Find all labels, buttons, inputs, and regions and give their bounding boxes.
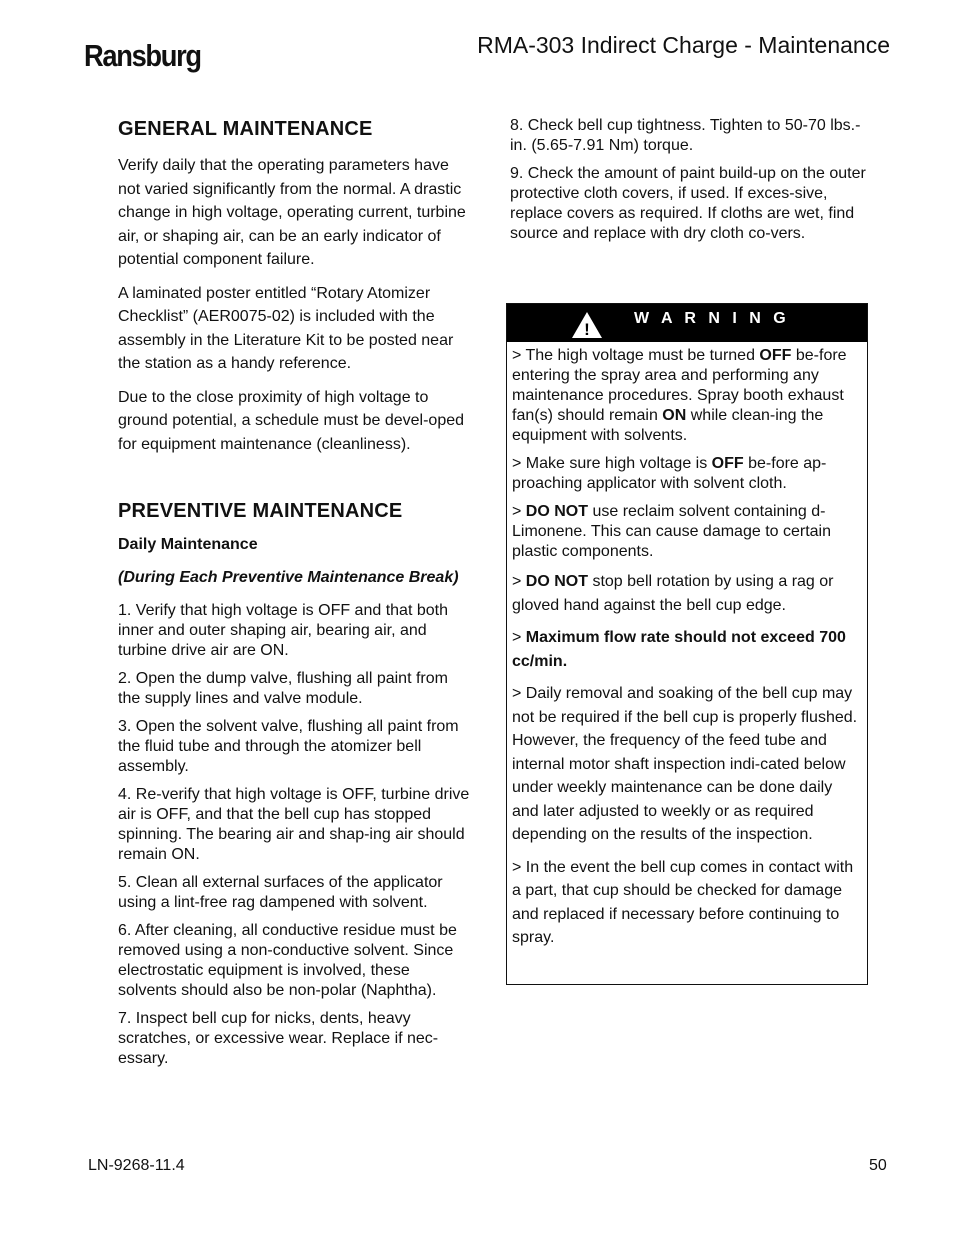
ransburg-logo: Ransburg <box>84 38 201 73</box>
general-paragraph-1: Verify daily that the operating parameters have not varied significantly from the normal. A drastic change in high voltage, operating current, turbine air, or shaping air, can be an early indicator of potential component failure. <box>118 157 466 268</box>
step-6: 6. After cleaning, all conductive residue must be removed using a non-conductive solvent. Since electrostatic equipment is involved, these solvents should also be non-polar (Naphtha). <box>118 922 457 999</box>
right-column <box>510 116 866 244</box>
general-paragraph-2: A laminated poster entitled “Rotary Atomizer Checklist” (AER0075-02) is included with the assembly in the Literature Kit to be posted near the station as a handy reference. <box>118 284 454 372</box>
general-maintenance-heading: GENERAL MAINTENANCE <box>118 118 373 140</box>
svg-text:!: ! <box>584 320 590 339</box>
warning-item-5: > Maximum flow rate should not exceed 700 cc/min. <box>512 629 846 670</box>
page-title: RMA-303 Indirect Charge - Maintenance <box>477 32 890 58</box>
step-2: 2. Open the dump valve, flushing all paint from the supply lines and valve module. <box>118 670 448 707</box>
warning-item-2: > Make sure high voltage is OFF be-fore ap-proaching applicator with solvent cloth. <box>512 455 827 492</box>
warning-item-1: > The high voltage must be turned OFF be-fore entering the spray area and performing any maintenance procedures. Spray booth exhaust fan(s) should remain ON while clean-ing the equipment with solvents. <box>512 347 847 444</box>
warning-item-3: > DO NOT use reclaim solvent containing d-Limonene. This can cause damage to certain plastic components. <box>512 503 832 560</box>
step-1: 1. Verify that high voltage is OFF and that both inner and outer shaping air, bearing air, and turbine drive air are ON. <box>118 602 448 659</box>
step-9: 9. Check the amount of paint build-up on the outer protective cloth covers, if used. If exces-sive, replace covers as required. If cloths are wet, find source and replace with dry cloth co-vers. <box>510 165 866 242</box>
page-number: 50 <box>869 1157 887 1174</box>
warning-box <box>506 303 868 985</box>
step-8: 8. Check bell cup tightness. Tighten to 50-70 lbs.- in. (5.65-7.91 Nm) torque. <box>510 117 861 154</box>
during-break-subheading: (During Each Preventive Maintenance Break) <box>118 569 459 586</box>
preventive-maintenance-heading: PREVENTIVE MAINTENANCE <box>118 500 403 522</box>
step-7: 7. Inspect bell cup for nicks, dents, heavy scratches, or excessive wear. Replace if nec-essary. <box>118 1010 439 1067</box>
left-column <box>118 118 470 1069</box>
warning-body <box>507 342 867 950</box>
warning-item-4: > DO NOT stop bell rotation by using a rag or gloved hand against the bell cup edge. <box>512 573 834 614</box>
daily-maintenance-subheading: Daily Maintenance <box>118 536 258 553</box>
document-number: LN-9268-11.4 <box>88 1157 185 1174</box>
warning-header <box>507 304 867 342</box>
warning-item-7: > In the event the bell cup comes in contact with a part, that cup should be checked for damage and replaced if necessary before continuing to spray. <box>512 858 854 946</box>
warning-triangle-icon <box>571 311 603 339</box>
warning-item-6: > Daily removal and soaking of the bell cup may not be required if the bell cup is properly flushed. However, the frequency of the feed tube and internal motor shaft inspection indi-cated below under weekly maintenance can be done daily and later adjusted to weekly or as required depending on the results of the inspection. <box>512 685 858 843</box>
step-4: 4. Re-verify that high voltage is OFF, turbine drive air is OFF, and that the bell cup has stopped spinning. The bearing air and shap-ing air should remain ON. <box>118 786 470 863</box>
general-paragraph-3: Due to the close proximity of high voltage to ground potential, a schedule must be devel-oped for equipment maintenance (cleanliness). <box>118 388 465 453</box>
step-3: 3. Open the solvent valve, flushing all paint from the fluid tube and through the atomizer bell assembly. <box>118 718 459 775</box>
step-5: 5. Clean all external surfaces of the applicator using a lint-free rag dampened with solvent. <box>118 874 443 911</box>
warning-label: W A R N I N G <box>634 310 790 327</box>
